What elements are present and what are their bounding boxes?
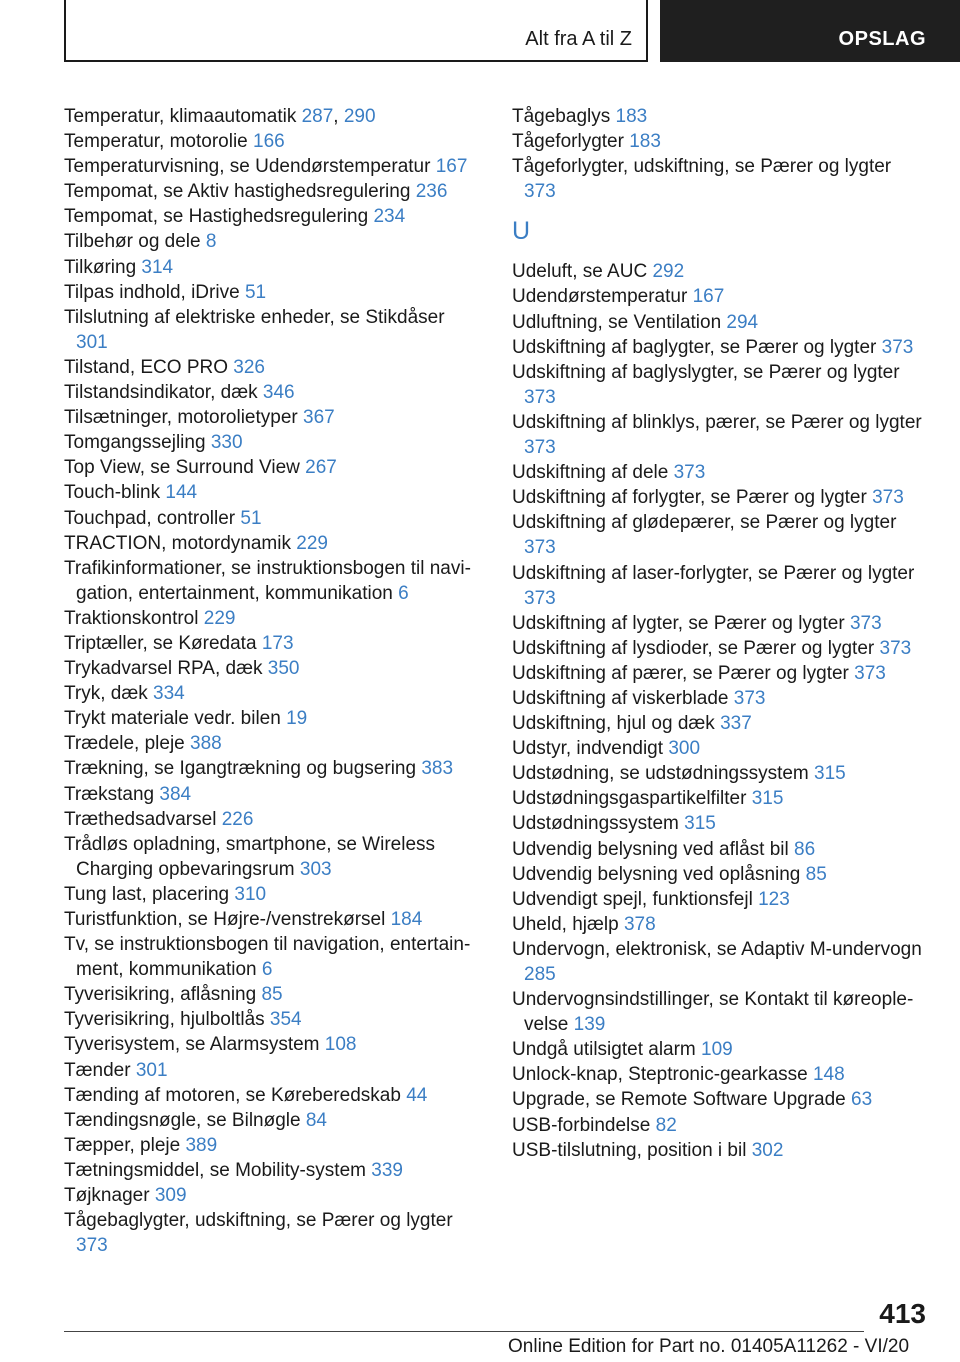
index-entry <box>64 1007 478 1032</box>
page-reference-link[interactable]: 373 <box>733 687 766 709</box>
index-entry <box>64 1032 478 1057</box>
index-column-left <box>64 104 478 1258</box>
index-entry <box>64 681 478 706</box>
page-reference-link[interactable]: 84 <box>305 1109 327 1131</box>
index-entry <box>512 887 922 912</box>
page-reference-link[interactable]: 19 <box>286 708 308 730</box>
index-entry-term: Tilpas indhold, iDrive <box>64 281 245 303</box>
index-entry <box>512 611 922 636</box>
index-entry <box>512 104 922 129</box>
page-reference-link[interactable]: 6 <box>398 582 409 604</box>
index-entry-term: Tilstand, ECO PRO <box>64 356 234 378</box>
index-entry-term: Udskiftning af lygter, se Pærer og lygter <box>512 612 850 634</box>
index-entry-term: Tryk, dæk <box>64 683 154 705</box>
index-entry <box>64 1058 478 1083</box>
index-entry <box>64 982 478 1007</box>
page-reference-link[interactable]: 292 <box>652 261 685 283</box>
index-entry-term: Udvendigt spejl, funktionsfejl <box>512 888 759 910</box>
page-reference-link[interactable]: 383 <box>421 758 454 780</box>
index-entry <box>512 837 922 862</box>
header-tab-box <box>64 0 648 62</box>
page-reference-link[interactable]: 287 <box>301 106 334 127</box>
index-entry <box>64 832 478 882</box>
index-entry-term: Udskiftning af laser-forlygter, se Pærer og lygter <box>512 562 915 584</box>
index-entry-term: Udstødningsgaspartikelfilter <box>512 788 752 810</box>
index-entry-term: Tætningsmiddel, se Mobility-system <box>64 1159 372 1181</box>
footer-divider <box>64 1331 864 1332</box>
page-reference-link[interactable]: 373 <box>524 437 556 459</box>
index-entry-term: Tågeforlygter, udskiftning, se Pærer og lygter <box>512 156 892 178</box>
index-entry-term: Unlock-knap, Steptronic-gearkasse <box>512 1064 813 1086</box>
page-reference-link[interactable]: 310 <box>234 883 267 905</box>
index-entry-term: Udeluft, se AUC <box>512 261 653 283</box>
page-reference-link[interactable]: 373 <box>673 462 706 484</box>
index-entry <box>64 706 478 731</box>
page-reference-link[interactable]: 384 <box>159 783 192 805</box>
index-entry-term: Udskiftning af viskerblade <box>512 687 734 709</box>
index-entry <box>64 455 478 480</box>
page-reference-link[interactable]: 144 <box>165 482 198 504</box>
page-reference-link[interactable]: 373 <box>881 336 914 358</box>
page-reference-link[interactable]: 373 <box>872 487 904 509</box>
index-entry <box>512 1138 922 1163</box>
page-reference-link[interactable]: 309 <box>154 1185 187 1207</box>
page-reference-link[interactable]: 315 <box>684 813 716 835</box>
index-entry <box>512 360 922 410</box>
index-entry <box>64 179 478 204</box>
index-entry-term: Traktionskontrol <box>64 607 204 629</box>
index-entry-term: Trækstang <box>64 783 160 805</box>
index-entry <box>512 711 922 736</box>
index-entry <box>512 310 922 335</box>
page-number: 413 <box>879 1298 926 1329</box>
index-entry-term: Tempomat, se Hastighedsregulering <box>64 206 374 228</box>
page-reference-link[interactable]: 6 <box>261 959 273 981</box>
page-reference-link[interactable]: 285 <box>524 964 556 985</box>
index-entry <box>512 1062 922 1087</box>
index-entry <box>64 430 478 455</box>
page-reference-link[interactable]: 373 <box>879 637 912 659</box>
index-entry <box>64 731 478 756</box>
page-reference-link[interactable]: 378 <box>623 913 656 935</box>
index-entry-term: Udskiftning af baglyslygter, se Pærer og lygter <box>512 361 900 383</box>
index-entry-term: Trafikinformationer, se instruktionsbogen til navigation, entertainment, kommunikation <box>64 557 471 604</box>
index-entry <box>512 761 922 786</box>
index-entry-term: Tyverisikring, aflåsning <box>64 984 262 1006</box>
index-entry-term: Temperatur, motorolie <box>64 131 254 153</box>
index-entry-term: Tændingsnøgle, se Bilnøgle <box>64 1109 306 1131</box>
index-entry <box>64 631 478 656</box>
index-entry-term: Tv, se instruktionsbogen til navigation, entertainment, kommunikation <box>64 934 471 981</box>
index-entry <box>512 154 922 204</box>
page-reference-link[interactable]: 236 <box>415 181 448 203</box>
index-entry <box>512 636 922 661</box>
index-entry <box>512 736 922 761</box>
page-reference-link[interactable]: 234 <box>373 206 406 228</box>
index-entry-term: Undgå utilsigtet alarm <box>512 1039 702 1061</box>
index-entry-term: Udluftning, se Ventilation <box>512 311 727 333</box>
index-entry <box>512 937 922 987</box>
index-entry-term: Tung last, placering <box>64 883 235 905</box>
page-reference-link[interactable]: 315 <box>814 763 846 785</box>
index-entry <box>512 1113 922 1138</box>
index-entry <box>512 129 922 154</box>
page-reference-link[interactable]: 301 <box>135 1059 168 1081</box>
index-entry <box>64 255 478 280</box>
page-reference-link[interactable]: 123 <box>758 888 790 910</box>
page-reference-link[interactable]: 337 <box>720 713 752 735</box>
index-entry-term: Turistfunktion, se Højre-/venstrekørsel <box>64 909 391 930</box>
index-entry-term: Uheld, hjælp <box>512 913 624 935</box>
page-reference-link[interactable]: 183 <box>629 131 661 153</box>
index-entry <box>64 782 478 807</box>
index-entry-term: Trykt materiale vedr. bilen <box>64 708 287 730</box>
page-reference-link[interactable]: 314 <box>141 256 174 278</box>
index-entry-term: Trækning, se Igangtrækning og bugsering <box>64 758 422 780</box>
index-entry <box>512 284 922 309</box>
index-entry <box>64 531 478 556</box>
index-entry-term: Udskiftning af dele <box>512 462 674 484</box>
index-entry <box>64 556 478 606</box>
page-reference-link[interactable]: 302 <box>751 1139 784 1161</box>
index-entry-term: Tænding af motoren, se Køreberedskab <box>64 1084 407 1106</box>
page-reference-link[interactable]: 229 <box>203 607 236 629</box>
page-reference-link[interactable]: 184 <box>390 909 423 930</box>
index-entry <box>64 104 478 129</box>
index-entry-term: Tempomat, se Aktiv hastighedsregulering <box>64 181 416 203</box>
index-entry <box>512 1087 922 1112</box>
index-entry-term: Udvendig belysning ved oplåsning <box>512 863 806 885</box>
page-reference-link[interactable]: 167 <box>692 286 725 308</box>
index-entry <box>64 1133 478 1158</box>
page-reference-link[interactable]: 63 <box>851 1089 873 1111</box>
index-entry-term: Tyverisystem, se Alarmsystem <box>64 1034 325 1056</box>
page-reference-link[interactable]: 173 <box>261 632 294 654</box>
index-entry-term: Touchpad, controller <box>64 507 241 529</box>
index-entry <box>512 686 922 711</box>
page-reference-link[interactable]: 334 <box>153 683 185 705</box>
index-entry <box>64 355 478 380</box>
index-entry <box>64 606 478 631</box>
page-reference-link[interactable]: 373 <box>76 1235 108 1257</box>
index-entry <box>512 912 922 937</box>
index-entry-term: Tilsætninger, motorolietyper <box>64 407 304 429</box>
page-reference-link[interactable]: 44 <box>406 1084 428 1106</box>
index-entry-term: Tilkøring <box>64 256 142 278</box>
index-entry <box>512 460 922 485</box>
page-separator: , <box>333 106 344 127</box>
index-entry <box>64 656 478 681</box>
index-entry-term: Trådløs opladning, smartphone, se Wireless Charging opbevaringsrum <box>64 833 436 880</box>
page-reference-link[interactable]: 373 <box>849 612 882 634</box>
index-entry-term: Udskiftning, hjul og dæk <box>512 713 721 735</box>
index-entry <box>512 485 922 510</box>
index-entry <box>64 204 478 229</box>
section-tab <box>660 0 960 62</box>
page-reference-link[interactable]: 8 <box>205 231 217 253</box>
page-reference-link[interactable]: 183 <box>615 106 648 127</box>
page-reference-link[interactable]: 346 <box>262 382 295 404</box>
page-reference-link[interactable]: 373 <box>524 386 556 408</box>
index-entry <box>64 280 478 305</box>
page-reference-link[interactable]: 267 <box>305 457 337 479</box>
index-entry <box>64 907 478 932</box>
index-entry <box>512 1037 922 1062</box>
index-entry <box>512 335 922 360</box>
index-entry <box>64 756 478 781</box>
page-reference-link[interactable]: 226 <box>221 808 254 830</box>
index-entry-term: Udskiftning af blinklys, pærer, se Pærer og lygter <box>512 411 922 433</box>
page-reference-link[interactable]: 290 <box>343 106 376 127</box>
index-entry-term: Udskiftning af forlygter, se Pærer og lygter <box>512 487 873 509</box>
index-group-u <box>512 259 922 1162</box>
index-entry-term: Temperatur, klimaautomatik <box>64 106 302 127</box>
index-entry-term: Udvendig belysning ved aflåst bil <box>512 838 795 860</box>
index-entry-term: Udstyr, indvendigt <box>512 738 669 760</box>
page-reference-link[interactable]: 350 <box>267 658 300 680</box>
index-entry-term: USB-forbindelse <box>512 1114 656 1136</box>
index-entry-term: Tænder <box>64 1059 136 1081</box>
page-reference-link[interactable]: 389 <box>185 1134 218 1156</box>
index-entry <box>64 1158 478 1183</box>
index-entry-term: Tæpper, pleje <box>64 1134 186 1156</box>
index-entry-term: Udstødning, se udstødningssystem <box>512 763 815 785</box>
index-entry-term: Tilbehør og dele <box>64 231 206 253</box>
index-entry <box>512 786 922 811</box>
page-reference-link[interactable]: 373 <box>524 587 556 609</box>
page-reference-link[interactable]: 139 <box>573 1014 606 1036</box>
index-entry <box>512 510 922 560</box>
index-entry <box>512 661 922 686</box>
index-entry-term: Tilslutning af elektriske enheder, se Stikdåser <box>64 306 445 328</box>
page-reference-link[interactable]: 148 <box>812 1064 845 1086</box>
index-column-right <box>512 104 922 1163</box>
index-entry-term: Tågeforlygter <box>512 131 630 153</box>
index-entry-term: Trædele, pleje <box>64 733 191 755</box>
index-entry-term: Udskiftning af lysdioder, se Pærer og lygter <box>512 637 880 659</box>
index-entry-term: Udskiftning af glødepærer, se Pærer og lygter <box>512 512 897 534</box>
index-entry <box>512 811 922 836</box>
index-entry-term: Touch-blink <box>64 482 166 504</box>
page-reference-link[interactable]: 301 <box>76 331 108 353</box>
index-entry-term: Udskiftning af pærer, se Pærer og lygter <box>512 662 855 684</box>
page-reference-link[interactable]: 51 <box>240 507 262 529</box>
index-entry <box>64 807 478 832</box>
index-entry-term: Tågebaglygter, udskiftning, se Pærer og lygter <box>64 1210 453 1232</box>
index-entry <box>512 561 922 611</box>
index-entry-term: Udskiftning af baglygter, se Pærer og lygter <box>512 336 882 358</box>
page-reference-link[interactable]: 108 <box>324 1034 357 1056</box>
page-reference-link[interactable]: 229 <box>296 532 328 554</box>
page-reference-link[interactable]: 300 <box>668 738 701 760</box>
index-entry <box>64 129 478 154</box>
page-reference-link[interactable]: 303 <box>299 858 332 880</box>
index-entry-term: Temperaturvisning, se Udendørstemperatur <box>64 156 436 178</box>
page-reference-link[interactable]: 166 <box>253 131 285 153</box>
index-entry <box>64 1108 478 1133</box>
page-reference-link[interactable]: 85 <box>261 984 283 1006</box>
page-reference-link[interactable]: 315 <box>751 788 784 810</box>
page-reference-link[interactable]: 330 <box>210 432 243 454</box>
index-entry <box>512 987 922 1037</box>
index-entry-term: TRACTION, motordynamik <box>64 532 297 554</box>
index-entry <box>512 862 922 887</box>
index-entry-term: Udendørstemperatur <box>512 286 693 308</box>
page-reference-link[interactable]: 388 <box>190 733 222 755</box>
chapter-title: Alt fra A til Z <box>525 28 632 50</box>
letter-heading: U <box>512 217 531 246</box>
index-entry-term: USB-tilslutning, position i bil <box>512 1139 752 1161</box>
index-entry <box>64 932 478 982</box>
index-entry-term: Undervognsindstillinger, se Kontakt til køreoplevelse <box>512 989 914 1036</box>
index-entry-term: Top View, se Surround View <box>64 457 306 479</box>
index-entry <box>64 154 478 179</box>
index-entry <box>64 305 478 355</box>
page-reference-link[interactable]: 109 <box>701 1039 733 1061</box>
index-entry <box>64 1083 478 1108</box>
index-entry-term: Tomgangssejling <box>64 432 211 454</box>
page-reference-link[interactable]: 294 <box>726 311 759 333</box>
index-entry <box>512 259 922 284</box>
index-entry-term: Undervogn, elektronisk, se Adaptiv M-undervogn <box>512 938 922 960</box>
section-label: OPSLAG <box>838 28 926 50</box>
page-reference-link[interactable]: 326 <box>233 356 265 378</box>
page-reference-link[interactable]: 82 <box>655 1114 677 1136</box>
index-entry-term: Træthedsadvarsel <box>64 808 222 830</box>
page-reference-link[interactable]: 86 <box>794 838 816 860</box>
index-entry <box>64 506 478 531</box>
index-entry-term: Tøjknager <box>64 1185 155 1207</box>
page-reference-link[interactable]: 373 <box>524 537 556 559</box>
index-entry-term: Triptæller, se Køredata <box>64 632 262 654</box>
index-entry-term: Trykadvarsel RPA, dæk <box>64 658 268 680</box>
index-entry <box>64 229 478 254</box>
index-entry <box>64 480 478 505</box>
page-reference-link[interactable]: 373 <box>854 662 886 684</box>
index-entry-term: Tilstandsindikator, dæk <box>64 382 263 404</box>
index-entry <box>64 1183 478 1208</box>
index-entry-term: Tyverisikring, hjulboltlås <box>64 1009 270 1031</box>
page-reference-link[interactable]: 167 <box>435 156 468 178</box>
index-entry-term: Tågebaglys <box>512 106 616 127</box>
page-reference-link[interactable]: 367 <box>303 407 335 429</box>
page-reference-link[interactable]: 354 <box>269 1009 302 1031</box>
index-entry-term: Udstødningssystem <box>512 813 685 835</box>
page-reference-link[interactable]: 339 <box>371 1159 403 1181</box>
index-entry <box>64 405 478 430</box>
index-entry <box>512 410 922 460</box>
index-group-t-continued <box>512 104 922 204</box>
index-entry <box>64 882 478 907</box>
index-entry <box>64 380 478 405</box>
index-entry <box>64 1208 478 1258</box>
index-entry-term: Upgrade, se Remote Software Upgrade <box>512 1089 852 1111</box>
page-reference-link[interactable]: 51 <box>244 281 267 303</box>
footer-edition-text: Online Edition for Part no. 01405A11262 - VI/20 <box>508 1336 910 1357</box>
page-reference-link[interactable]: 85 <box>805 863 827 885</box>
page-reference-link[interactable]: 373 <box>524 181 556 203</box>
